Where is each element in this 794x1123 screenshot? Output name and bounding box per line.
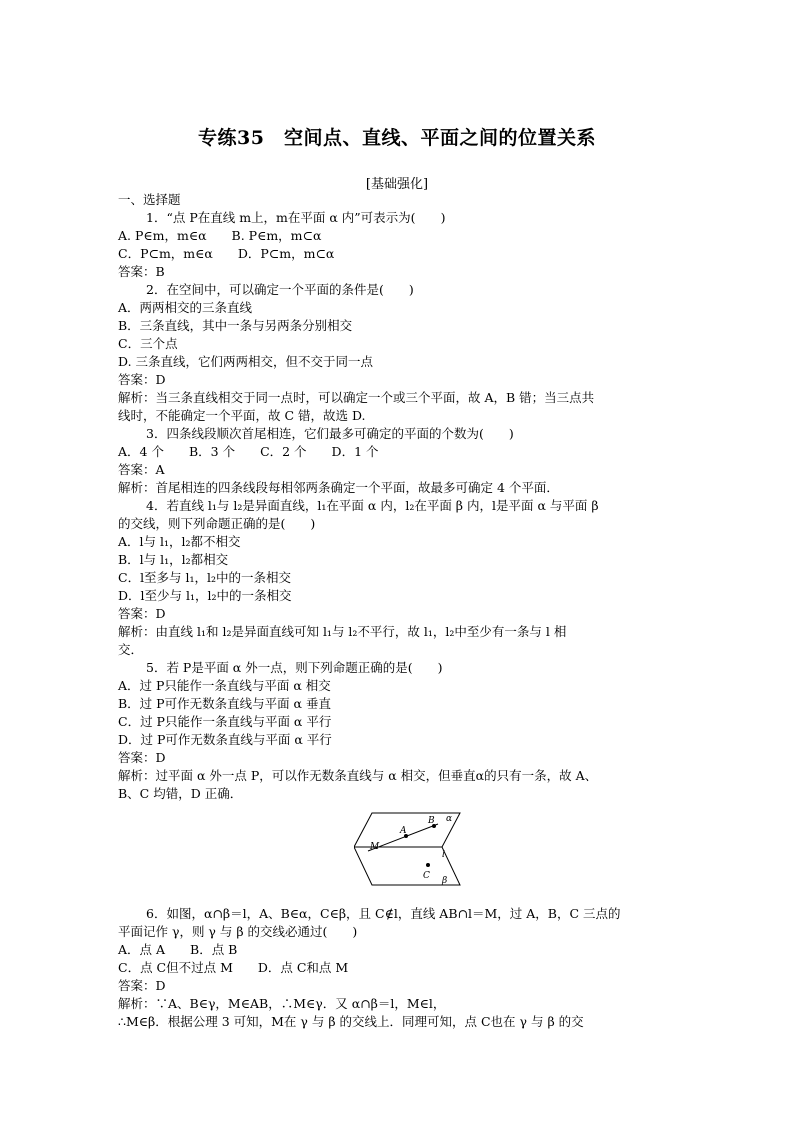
q1-answer: 答案：B bbox=[118, 264, 165, 279]
q4-answer: 答案：D bbox=[118, 606, 166, 621]
document-body bbox=[118, 191, 680, 1031]
label-m: M bbox=[370, 842, 380, 852]
question-4: 4．若直线 l₁与 l₂是异面直线，l₁在平面 α 内，l₂在平面 β 内，l是平面 α 与平面 β bbox=[146, 498, 599, 513]
q5-option-d: D．过 P可作无数条直线与平面 α 平行 bbox=[118, 732, 332, 747]
section-subtitle: [基础强化] bbox=[365, 177, 429, 192]
label-b: B bbox=[428, 816, 435, 826]
question-3: 3．四条线段顺次首尾相连，它们最多可确定的平面的个数为( ) bbox=[146, 426, 514, 441]
q5-answer: 答案：D bbox=[118, 750, 166, 765]
label-l: l bbox=[442, 850, 445, 860]
page-title: 专练35 空间点、直线、平面之间的位置关系 bbox=[198, 127, 596, 149]
q6-explanation: 解析：∵A、B∈γ，M∈AB，∴M∈γ．又 α∩β＝l，M∈l， bbox=[118, 996, 446, 1011]
point-c bbox=[426, 863, 430, 867]
question-6: 6．如图，α∩β＝l，A、B∈α，C∈β，且 C∉l，直线 AB∩l＝M，过 A，B，C 三点的 bbox=[146, 906, 621, 921]
question-2: 2．在空间中，可以确定一个平面的条件是( ) bbox=[146, 282, 414, 297]
q4-option-b: B．l与 l₁，l₂都相交 bbox=[118, 552, 229, 567]
q5-option-a: A．过 P只能作一条直线与平面 α 相交 bbox=[118, 678, 331, 693]
q6-explanation-cont: ∴M∈β．根据公理 3 可知，M在 γ 与 β 的交线上．同理可知，点 C也在 γ 与 β 的交 bbox=[118, 1014, 584, 1029]
question-4-cont: 的交线，则下列命题正确的是( ) bbox=[118, 516, 316, 531]
question-5: 5．若 P是平面 α 外一点，则下列命题正确的是( ) bbox=[146, 660, 443, 675]
q2-explanation-cont: 线时，不能确定一个平面，故 C 错，故选 D. bbox=[118, 408, 366, 423]
q2-explanation: 解析：当三条直线相交于同一点时，可以确定一个或三个平面，故 A，B 错；当三点共 bbox=[118, 390, 595, 405]
question-6-cont: 平面记作 γ，则 γ 与 β 的交线必通过( ) bbox=[118, 924, 358, 939]
q1-options-ab: A. P∈m，m∈α B. P∈m，m⊂α bbox=[118, 228, 322, 243]
q6-answer: 答案：D bbox=[118, 978, 166, 993]
q3-explanation: 解析：首尾相连的四条线段每相邻两条确定一个平面，故最多可确定 4 个平面． bbox=[118, 480, 559, 495]
q2-option-a: A．两两相交的三条直线 bbox=[118, 300, 253, 315]
label-alpha: α bbox=[446, 814, 453, 824]
intersecting-planes-diagram bbox=[354, 805, 464, 895]
section-heading: 一、选择题 bbox=[118, 192, 181, 207]
q5-explanation: 解析：过平面 α 外一点 P，可以作无数条直线与 α 相交，但垂直α的只有一条，故 A、 bbox=[118, 768, 598, 783]
q2-option-c: C．三个点 bbox=[118, 336, 178, 351]
planes-figure bbox=[118, 805, 680, 899]
q4-explanation-cont: 交． bbox=[118, 642, 144, 657]
label-beta: β bbox=[442, 876, 448, 886]
question-1: 1．“点 P在直线 m上，m在平面 α 内”可表示为( ) bbox=[146, 210, 446, 225]
q2-option-b: B．三条直线，其中一条与另两条分别相交 bbox=[118, 318, 353, 333]
q1-options-cd: C．P⊂m，m∈α D．P⊂m，m⊂α bbox=[118, 246, 335, 261]
q5-explanation-cont: B、C 均错，D 正确． bbox=[118, 786, 243, 801]
q5-option-c: C．过 P只能作一条直线与平面 α 平行 bbox=[118, 714, 332, 729]
q2-option-d: D. 三条直线，它们两两相交，但不交于同一点 bbox=[118, 354, 374, 369]
q4-option-d: D．l至少与 l₁，l₂中的一条相交 bbox=[118, 588, 292, 603]
q6-options-ab: A．点 A B．点 B bbox=[118, 942, 238, 957]
q4-option-c: C．l至多与 l₁，l₂中的一条相交 bbox=[118, 570, 292, 585]
q6-options-cd: C．点 C但不过点 M D．点 C和点 M bbox=[118, 960, 349, 975]
q3-options: A．4 个 B．3 个 C．2 个 D．1 个 bbox=[118, 444, 379, 459]
q4-option-a: A．l与 l₁，l₂都不相交 bbox=[118, 534, 241, 549]
label-c: C bbox=[423, 871, 430, 881]
label-a: A bbox=[400, 826, 407, 836]
q5-option-b: B．过 P可作无数条直线与平面 α 垂直 bbox=[118, 696, 331, 711]
q2-answer: 答案：D bbox=[118, 372, 166, 387]
q3-answer: 答案：A bbox=[118, 462, 165, 477]
q4-explanation: 解析：由直线 l₁和 l₂是异面直线可知 l₁与 l₂不平行，故 l₁，l₂中至少有一条与 l 相 bbox=[118, 624, 567, 639]
